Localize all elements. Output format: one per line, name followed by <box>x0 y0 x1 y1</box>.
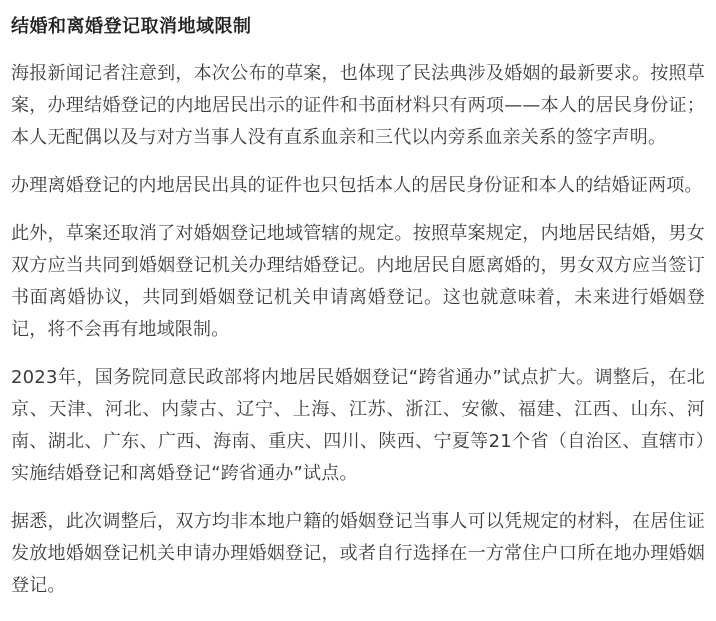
article-paragraph-5: 据悉，此次调整后，双方均非本地户籍的婚姻登记当事人可以凭规定的材料，在居住证发放地婚姻登记机关申请办理婚姻登记，或者自行选择在一方常住户口所在地办理婚姻登记。 <box>11 511 705 596</box>
article-title: 结婚和离婚登记取消地域限制 <box>11 16 252 37</box>
article-paragraph-2: 办理离婚登记的内地居民出具的证件也只包括本人的居民身份证和本人的结婚证两项。 <box>11 175 703 196</box>
article-paragraph-1: 海报新闻记者注意到，本次公布的草案，也体现了民法典涉及婚姻的最新要求。按照草案，办理结婚登记的内地居民出示的证件和书面材料只有两项——本人的居民身份证；本人无配偶以及与对方当事人没有直系血亲和三代以内旁系血亲关系的签字声明。 <box>11 63 705 148</box>
article <box>11 14 705 602</box>
article-paragraph-3: 此外，草案还取消了对婚姻登记地域管辖的规定。按照草案规定，内地居民结婚，男女双方应当共同到婚姻登记机关办理结婚登记。内地居民自愿离婚的，男女双方应当签订书面离婚协议，共同到婚姻登记机关申请离婚登记。这也就意味着，未来进行婚姻登记，将不会再有地域限制。 <box>11 223 705 340</box>
article-paragraph-4: 2023年，国务院同意民政部将内地居民婚姻登记“跨省通办”试点扩大。调整后，在北京、天津、河北、内蒙古、辽宁、上海、江苏、浙江、安徽、福建、江西、山东、河南、湖北、广东、广西、海南、重庆、四川、陕西、宁夏等21个省（自治区、直辖市）实施结婚登记和离婚登记“跨省通办”试点。 <box>11 367 705 484</box>
